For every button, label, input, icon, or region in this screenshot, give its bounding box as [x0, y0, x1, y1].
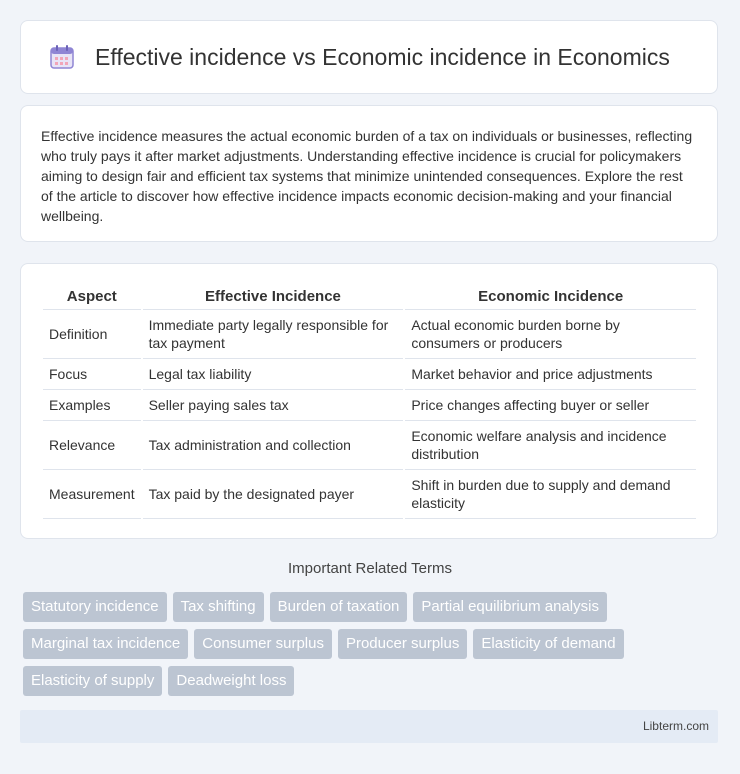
related-term-tag[interactable]: Elasticity of supply: [23, 666, 162, 696]
table-cell: Focus: [43, 359, 141, 390]
related-term-tag[interactable]: Producer surplus: [338, 629, 467, 659]
column-header: Economic Incidence: [405, 284, 696, 310]
related-term-tag[interactable]: Elasticity of demand: [473, 629, 623, 659]
title-card: [20, 20, 718, 94]
table-cell: Relevance: [43, 421, 141, 470]
table-cell: Market behavior and price adjustments: [405, 359, 696, 390]
calendar-icon: [49, 44, 75, 70]
table-row: [43, 310, 696, 359]
table-row: [43, 421, 696, 470]
related-terms-heading: Important Related Terms: [288, 560, 452, 577]
related-term-tag[interactable]: Tax shifting: [173, 592, 264, 622]
table-cell: Immediate party legally responsible for tax payment: [143, 310, 404, 359]
page-title: Effective incidence vs Economic incidence in Economics: [95, 43, 670, 70]
table-cell: Tax paid by the designated payer: [143, 470, 404, 519]
footer: [20, 710, 718, 743]
related-term-tag[interactable]: Burden of taxation: [270, 592, 408, 622]
related-term-tag[interactable]: Marginal tax incidence: [23, 629, 188, 659]
related-term-tag[interactable]: Statutory incidence: [23, 592, 167, 622]
table-cell: Measurement: [43, 470, 141, 519]
table-row: [43, 470, 696, 519]
footer-site-link[interactable]: Libterm.com: [642, 719, 709, 733]
table-cell: Seller paying sales tax: [143, 390, 404, 421]
column-header: Aspect: [43, 284, 141, 310]
related-terms-list: [23, 592, 703, 703]
table-row: [43, 359, 696, 390]
table-cell: Definition: [43, 310, 141, 359]
intro-card: [20, 105, 718, 242]
table-cell: Economic welfare analysis and incidence distribution: [405, 421, 696, 470]
table-cell: Shift in burden due to supply and demand elasticity: [405, 470, 696, 519]
intro-text: Effective incidence measures the actual economic burden of a tax on individuals or businesses, reflecting who truly pays it after market adjustments. Understanding effective incidence is crucial for policymakers aiming to design fair and efficient tax systems that minimize unintended consequences. Explore the rest of the article to discover how effective incidence impacts economic decision-making and your financial wellbeing.: [41, 128, 693, 224]
related-term-tag[interactable]: Partial equilibrium analysis: [413, 592, 607, 622]
column-header: Effective Incidence: [143, 284, 404, 310]
related-term-tag[interactable]: Deadweight loss: [168, 666, 294, 696]
table-cell: Tax administration and collection: [143, 421, 404, 470]
table-cell: Actual economic burden borne by consumers or producers: [405, 310, 696, 359]
table-cell: Price changes affecting buyer or seller: [405, 390, 696, 421]
table-cell: Examples: [43, 390, 141, 421]
comparison-card: [20, 263, 718, 539]
table-cell: Legal tax liability: [143, 359, 404, 390]
comparison-table: [41, 284, 698, 519]
related-term-tag[interactable]: Consumer surplus: [194, 629, 332, 659]
table-row: [43, 390, 696, 421]
table-header-row: [43, 284, 696, 310]
